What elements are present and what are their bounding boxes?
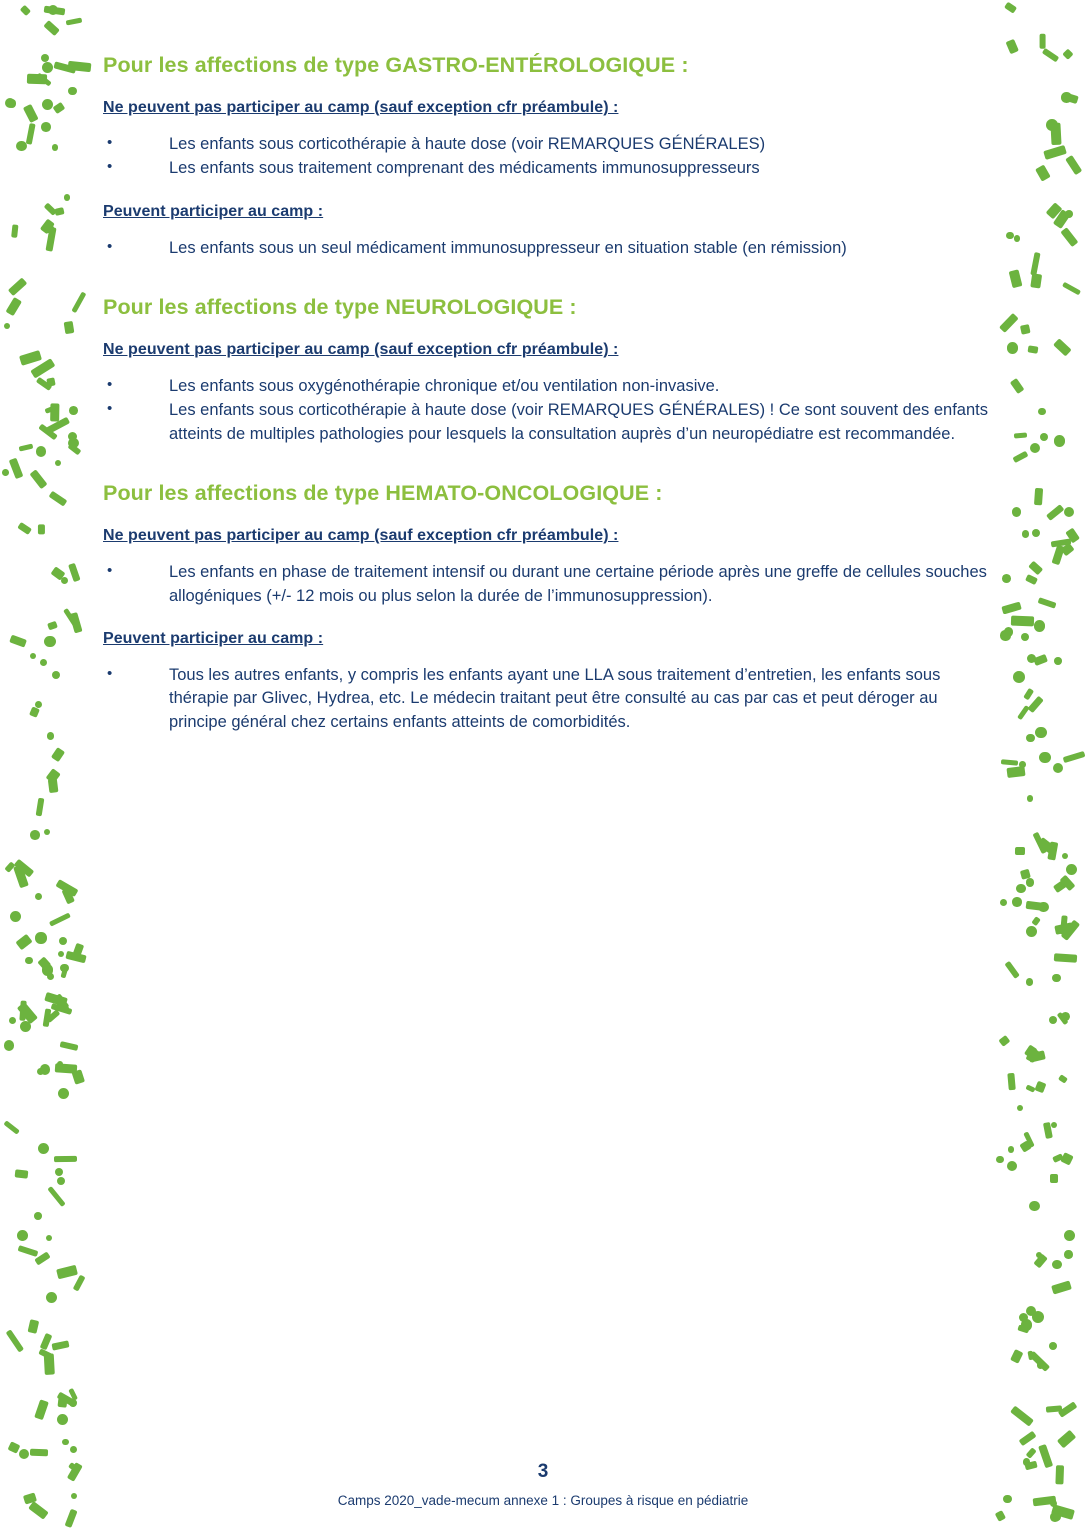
section-neuro: [103, 294, 993, 446]
section-title: Pour les affections de type GASTRO-ENTÉROLOGIQUE :: [103, 53, 689, 77]
subheading-cannot-participate: Ne peuvent pas participer au camp (sauf exception cfr préambule) :: [103, 98, 619, 116]
bullet-list: [103, 237, 993, 260]
section-hemato: [103, 480, 993, 734]
list-item: • Les enfants sous corticothérapie à haute dose (voir REMARQUES GÉNÉRALES) ! Ce sont souvent des enfants atteints de multiples pathologies pour lesquels la consultation auprès d’un neuropédiatre est recommandée.: [103, 399, 993, 446]
list-item: • Les enfants en phase de traitement intensif ou durant une certaine période après une greffe de cellules souches allogéniques (+/- 12 mois ou plus selon la durée de l’immunosuppression).: [103, 561, 993, 608]
page-footer: [0, 1461, 1086, 1508]
document-content: [103, 52, 993, 756]
subheading-cannot-participate: Ne peuvent pas participer au camp (sauf exception cfr préambule) :: [103, 341, 619, 359]
subheading-cannot-participate: Ne peuvent pas participer au camp (sauf exception cfr préambule) :: [103, 527, 619, 545]
list-item: • Les enfants sous oxygénothérapie chronique et/ou ventilation non-invasive.: [103, 375, 993, 398]
section-gastro: [103, 52, 993, 260]
list-item: • Tous les autres enfants, y compris les enfants ayant une LLA sous traitement d’entretien, les enfants sous thérapie par Glivec, Hydrea, etc. Le médecin traitant peut être consulté au cas par cas et peut déroger au principe général chez certains enfants atteints de comorbidités.: [103, 664, 993, 734]
list-item: • Les enfants sous corticothérapie à haute dose (voir REMARQUES GÉNÉRALES): [103, 133, 993, 156]
list-item: • Les enfants sous un seul médicament immunosuppresseur en situation stable (en rémission): [103, 237, 993, 260]
section-title: Pour les affections de type NEUROLOGIQUE :: [103, 295, 577, 320]
footer-text: Camps 2020_vade-mecum annexe 1 : Groupes à risque en pédiatrie: [337, 1493, 749, 1508]
subheading-can-participate: Peuvent participer au camp :: [103, 630, 324, 647]
bullet-list: [103, 664, 993, 734]
list-item: • Les enfants sous traitement comprenant des médicaments immunosuppresseurs: [103, 157, 993, 180]
subheading-can-participate: Peuvent participer au camp :: [103, 202, 324, 220]
bullet-list: [103, 375, 993, 446]
bullet-list: [103, 561, 993, 608]
bullet-list: [103, 133, 993, 181]
section-title: Pour les affections de type HEMATO-ONCOLOGIQUE :: [103, 481, 663, 506]
page-number: 3: [537, 1461, 549, 1482]
